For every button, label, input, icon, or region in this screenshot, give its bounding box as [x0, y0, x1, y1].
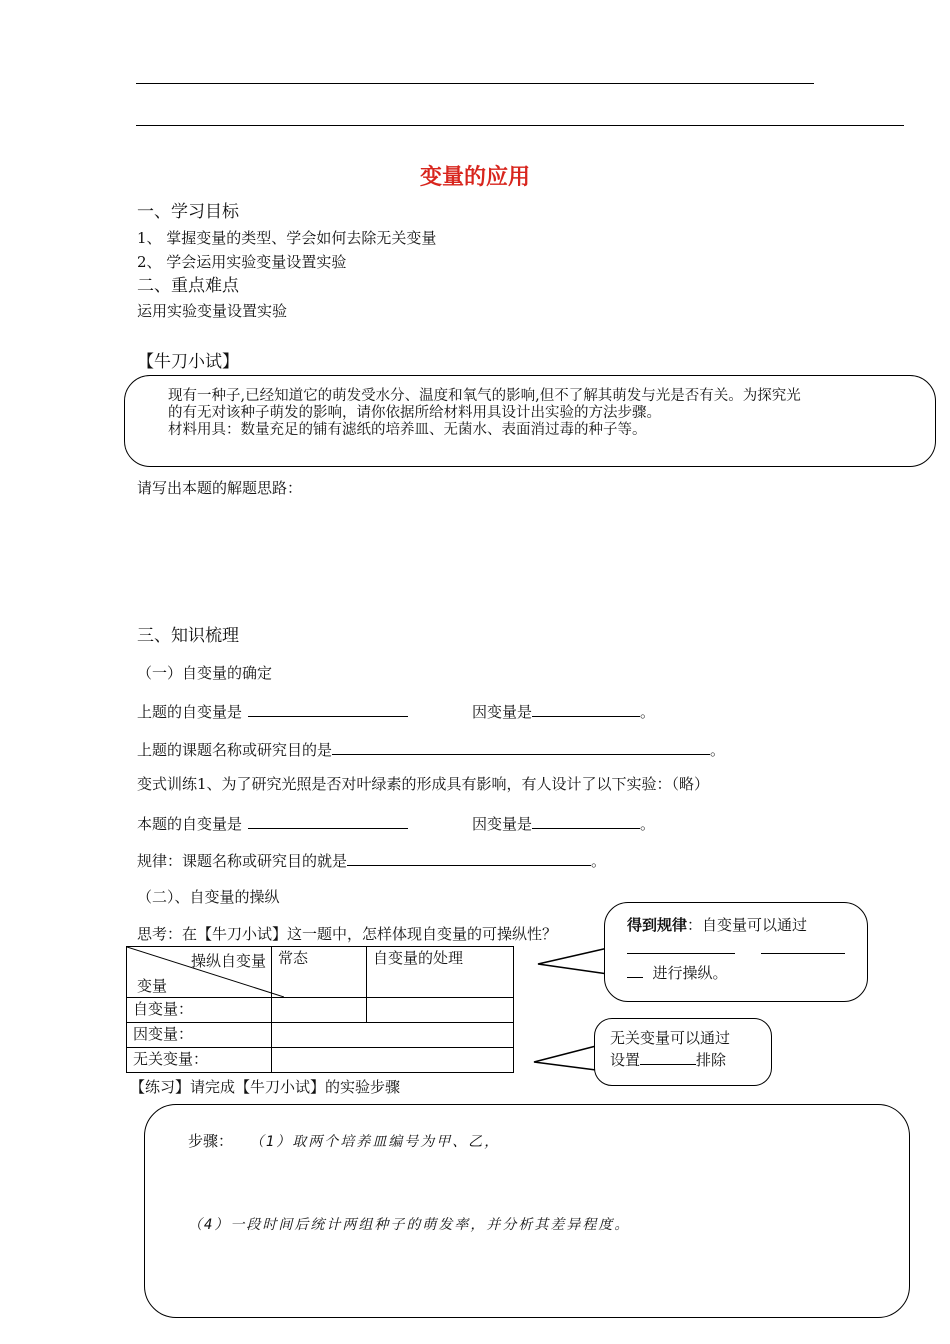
q2-blank[interactable] [332, 738, 710, 755]
bubble1-text [627, 913, 845, 985]
bubble1-tail-text: 进行操纵。 [652, 964, 728, 982]
table-cell-independent-normal[interactable] [272, 998, 367, 1023]
q1-blank-dependent[interactable] [532, 700, 640, 717]
q1-period: 。 [640, 703, 656, 721]
q2-row [137, 738, 725, 760]
think-question: 思考：在【牛刀小试】这一题中，怎样体现自变量的可操纵性？ [137, 925, 558, 943]
subsection2-heading: （二）、自变量的操纵 [137, 888, 280, 906]
table-cell-independent-treatment[interactable] [367, 998, 514, 1023]
bubble1-text-main: ：自变量可以通过 [687, 916, 808, 934]
step-4-text: （4）一段时间后统计两组种子的萌发率，并分析其差异程度。 [188, 1217, 631, 1233]
table-row-label-dependent: 因变量： [127, 1023, 272, 1048]
q3-label: 本题的自变量是 [137, 815, 243, 833]
q1-blank-independent[interactable] [248, 700, 408, 717]
header-rule-short [136, 83, 814, 84]
table-cell-dependent[interactable] [272, 1023, 514, 1048]
section2-text: 运用实验变量设置实验 [137, 302, 288, 320]
bubble2-line2-b: 排除 [696, 1051, 727, 1069]
warmup-line-3: 材料用具：数量充足的铺有滤纸的培养皿、无菌水、表面消过毒的种子等。 [168, 422, 647, 438]
table-diagonal-header [127, 947, 272, 998]
warmup-line-2: 的有无对该种子萌发的影响，请你依据所给材料用具设计出实验的方法步骤。 [168, 405, 661, 421]
step-row-1 [188, 1131, 500, 1152]
bubble1-blank-1[interactable] [627, 937, 735, 954]
header-rule-long [136, 125, 904, 126]
bubble2-text [610, 1028, 730, 1070]
bubble1-bold: 得到规律 [627, 916, 688, 934]
step-label: 步骤： [188, 1132, 234, 1150]
warmup-prompt: 请写出本题的解题思路： [137, 479, 303, 497]
table-header-variable: 变量 [137, 977, 168, 995]
subsection1-heading: （一）自变量的确定 [137, 664, 273, 682]
table-header-normal: 常态 [272, 947, 367, 998]
q1-row [137, 700, 408, 722]
rule-blank[interactable] [347, 849, 591, 866]
practice-heading: 【练习】请完成【牛刀小试】的实验步骤 [130, 1078, 401, 1096]
bubble2-tail [532, 1040, 602, 1080]
section1-heading: 一、学习目标 [137, 202, 239, 222]
q3-row [137, 812, 408, 834]
warmup-line-1: 现有一种子,已经知道它的萌发受水分、温度和氧气的影响,但不了解其萌发与光是否有关。为探究光 [168, 388, 801, 404]
page-title: 变量的应用 [419, 165, 530, 190]
step-row-4 [188, 1214, 630, 1234]
q1-dependent-row [472, 700, 655, 722]
warmup-heading: 【牛刀小试】 [137, 352, 239, 372]
bubble1-blank-3[interactable] [627, 961, 643, 978]
bubble2-line2-a: 设置 [610, 1051, 641, 1069]
q2-period: 。 [710, 741, 726, 759]
q3-dependent-row [472, 812, 655, 834]
section2-heading: 二、重点难点 [137, 276, 239, 296]
goal-item-2: 2、 学会运用实验变量设置实验 [137, 253, 347, 271]
q1-dependent-label: 因变量是 [472, 703, 533, 721]
q1-label: 上题的自变量是 [137, 703, 243, 721]
bubble1-blank-2[interactable] [761, 937, 845, 954]
q3-blank-independent[interactable] [248, 812, 408, 829]
table-header-manipulate: 操纵自变量 [191, 952, 267, 970]
rule-row [137, 849, 606, 871]
q3-blank-dependent[interactable] [532, 812, 640, 829]
variable-table [126, 946, 514, 1073]
step-1-text: （1）取两个培养皿编号为甲、乙， [249, 1134, 501, 1150]
section3-heading: 三、知识梳理 [137, 626, 239, 646]
table-header-treatment: 自变量的处理 [367, 947, 514, 998]
table-row-label-irrelevant: 无关变量： [127, 1048, 272, 1073]
table-row-label-independent: 自变量： [127, 998, 272, 1023]
warmup-question-text [168, 388, 908, 439]
q3-dependent-label: 因变量是 [472, 815, 533, 833]
goal-item-1: 1、 掌握变量的类型、学会如何去除无关变量 [137, 229, 437, 247]
rule-period: 。 [591, 852, 607, 870]
bubble2-line1: 无关变量可以通过 [610, 1029, 731, 1047]
variant-training: 变式训练1、为了研究光照是否对叶绿素的形成具有影响，有人设计了以下实验：（略） [137, 775, 710, 793]
bubble2-blank[interactable] [640, 1048, 696, 1065]
q3-period: 。 [640, 815, 656, 833]
rule-label: 规律：课题名称或研究目的就是 [137, 852, 348, 870]
table-cell-irrelevant[interactable] [272, 1048, 514, 1073]
q2-label: 上题的课题名称或研究目的是 [137, 741, 333, 759]
